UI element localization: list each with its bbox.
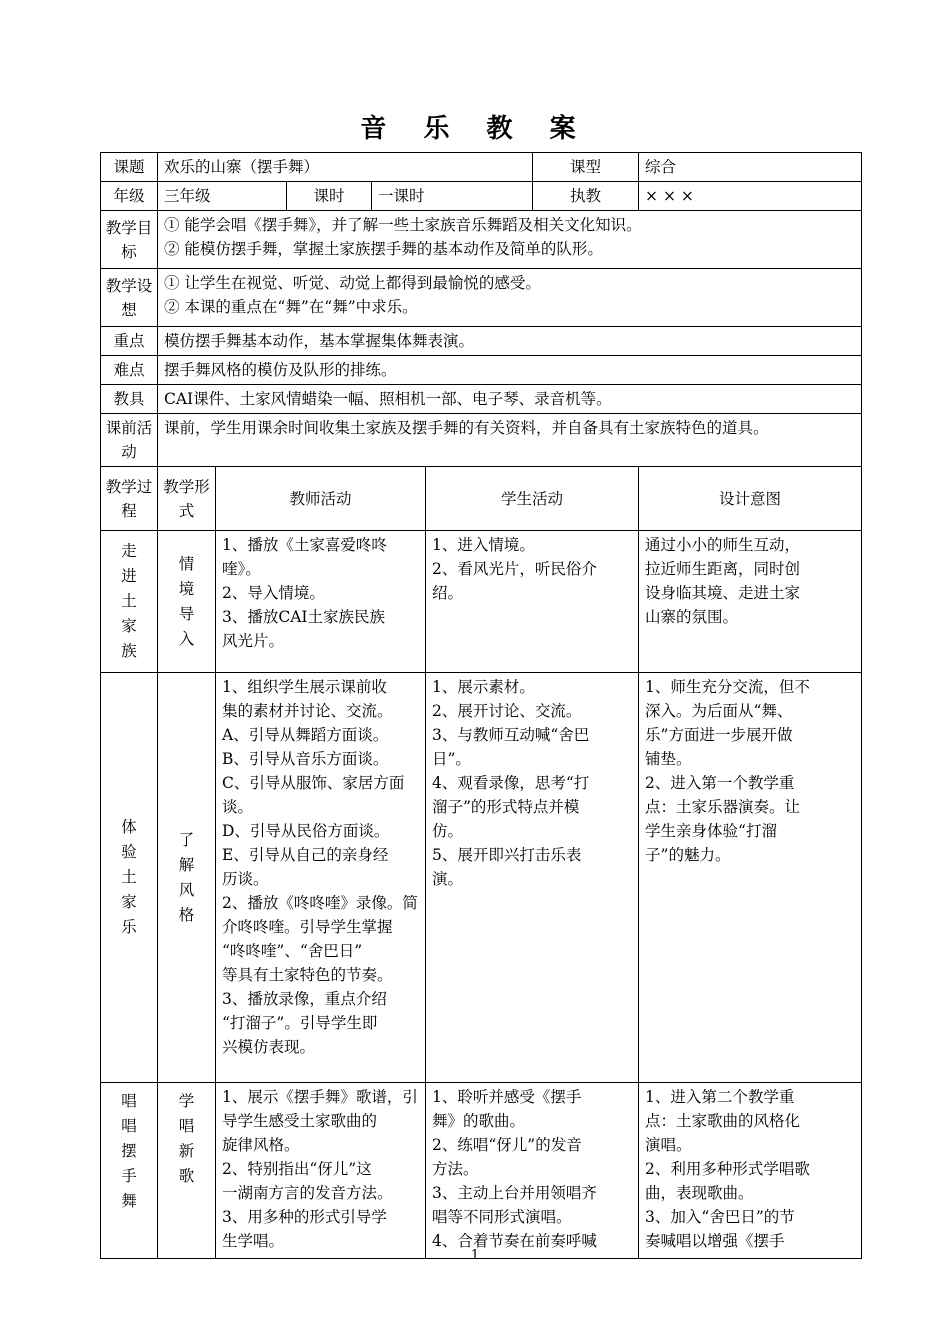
stage-row xyxy=(101,1083,862,1259)
text-line: 生学唱。 xyxy=(222,1232,285,1250)
pre-activity-label: 课前活动 xyxy=(101,414,158,467)
stage-form-text: 情境导入 xyxy=(178,554,195,648)
stage-form xyxy=(158,673,216,1083)
row-goals xyxy=(101,211,862,269)
stage-student-activity xyxy=(426,673,639,1083)
text-line: 2、利用多种形式学唱歌 xyxy=(645,1160,810,1178)
difficulty-value: 摆手舞风格的模仿及队形的排练。 xyxy=(158,356,862,385)
period-label: 课时 xyxy=(287,182,372,211)
text-line: 演。 xyxy=(432,870,464,888)
key-point-label: 重点 xyxy=(101,327,158,356)
text-line: 2、导入情境。 xyxy=(222,584,325,602)
teacher-value: × × × xyxy=(639,182,862,211)
text-line: E、引导从自己的亲身经 xyxy=(222,846,389,864)
row-design xyxy=(101,269,862,327)
stage-process-text: 走进土家族 xyxy=(121,542,137,660)
stage-design-intent xyxy=(639,673,862,1083)
text-line: 介咚咚喹。引导学生掌握 xyxy=(222,918,393,936)
text-line: 1、进入第二个教学重 xyxy=(645,1088,795,1106)
text-line: 4、合着节奏在前奏呼喊 xyxy=(432,1232,597,1250)
text-line: 1、展示《摆手舞》歌谱，引 xyxy=(222,1088,418,1106)
text-line: D、引导从民俗方面谈。 xyxy=(222,822,390,840)
text-line: 谈。 xyxy=(222,798,254,816)
grade-label: 年级 xyxy=(101,182,158,211)
text-line: 5、展开即兴打击乐表 xyxy=(432,846,582,864)
text-line: 演唱。 xyxy=(645,1136,692,1154)
text-line: 2、看风光片，听民俗介 xyxy=(432,560,597,578)
text-line: 拉近师生距离，同时创 xyxy=(645,560,801,578)
stage-process xyxy=(101,531,158,673)
text-line: 奏喊唱以增强《摆手 xyxy=(645,1232,785,1250)
stage-process-text: 体验土家乐 xyxy=(121,818,137,936)
stage-form xyxy=(158,1083,216,1259)
design-line: ① 让学生在视觉、听觉、动觉上都得到最愉悦的感受。 xyxy=(164,274,541,292)
stage-design-intent xyxy=(639,1083,862,1259)
text-line: 学生亲身体验“打溜 xyxy=(645,822,777,840)
text-line: 溜子”的形式特点并模 xyxy=(432,798,580,816)
header-design-intent: 设计意图 xyxy=(639,467,862,531)
stage-process xyxy=(101,673,158,1083)
grade-value: 三年级 xyxy=(158,182,287,211)
stage-student-activity xyxy=(426,1083,639,1259)
row-grade xyxy=(101,182,862,211)
text-line: 1、进入情境。 xyxy=(432,536,535,554)
text-line: 1、组织学生展示课前收 xyxy=(222,678,387,696)
text-line: 1、播放《土家喜爱咚咚 xyxy=(222,536,387,554)
row-process-header xyxy=(101,467,862,531)
text-line: 山寨的氛围。 xyxy=(645,608,739,626)
design-line: ② 本课的重点在“舞”在“舞”中求乐。 xyxy=(164,298,418,316)
text-line: A、引导从舞蹈方面谈。 xyxy=(222,726,389,744)
text-line: 3、与教师互动喊“舍巴 xyxy=(432,726,590,744)
header-student-activity: 学生活动 xyxy=(426,467,639,531)
stage-process xyxy=(101,1083,158,1259)
period-value: 一课时 xyxy=(372,182,533,211)
text-line: 方法。 xyxy=(432,1160,479,1178)
stage-form-text: 学唱新歌 xyxy=(178,1092,195,1185)
text-line: 喹》。 xyxy=(222,560,261,578)
text-line: 铺垫。 xyxy=(645,750,692,768)
text-line: 1、师生充分交流，但不 xyxy=(645,678,810,696)
text-line: 等具有土家特色的节奏。 xyxy=(222,966,393,984)
stage-row xyxy=(101,673,862,1083)
goal-line: ② 能模仿摆手舞，掌握土家族摆手舞的基本动作及简单的队形。 xyxy=(164,240,603,258)
text-line: 日”。 xyxy=(432,750,471,768)
text-line: 仿。 xyxy=(432,822,464,840)
text-line: 通过小小的师生互动， xyxy=(645,536,801,554)
stage-form xyxy=(158,531,216,673)
document-title: 音 乐 教 案 xyxy=(360,114,590,144)
text-line: “咚咚喹”、“舍巴日” xyxy=(222,942,363,960)
text-line: 历谈。 xyxy=(222,870,269,888)
text-line: B、引导从音乐方面谈。 xyxy=(222,750,389,768)
text-line: 深入。为后面从“舞、 xyxy=(645,702,793,720)
text-line: “打溜子”。引导学生即 xyxy=(222,1014,378,1032)
header-process: 教学过程 xyxy=(101,467,158,531)
text-line: 乐”方面进一步展开做 xyxy=(645,726,793,744)
text-line: 1、聆听并感受《摆手 xyxy=(432,1088,582,1106)
type-label: 课型 xyxy=(533,153,639,182)
text-line: 2、练唱“伢儿”的发音 xyxy=(432,1136,582,1154)
text-line: 风光片。 xyxy=(222,632,285,650)
goals-content xyxy=(158,211,862,269)
row-topic xyxy=(101,153,862,182)
text-line: C、引导从服饰、家居方面 xyxy=(222,774,405,792)
stage-row xyxy=(101,531,862,673)
text-line: 一湖南方言的发音方法。 xyxy=(222,1184,393,1202)
text-line: 2、展开讨论、交流。 xyxy=(432,702,582,720)
goal-line: ① 能学会唱《摆手舞》，并了解一些土家族音乐舞蹈及相关文化知识。 xyxy=(164,216,642,234)
row-pre-activity xyxy=(101,414,862,467)
text-line: 3、加入“舍巴日”的节 xyxy=(645,1208,795,1226)
text-line: 3、用多种的形式引导学 xyxy=(222,1208,387,1226)
text-line: 曲，表现歌曲。 xyxy=(645,1184,754,1202)
row-tools xyxy=(101,385,862,414)
text-line: 2、播放《咚咚喹》录像。简 xyxy=(222,894,418,912)
tools-label: 教具 xyxy=(101,385,158,414)
text-line: 点：土家歌曲的风格化 xyxy=(645,1112,801,1130)
goals-label: 教学目标 xyxy=(101,211,158,269)
topic-label: 课题 xyxy=(101,153,158,182)
row-difficulty xyxy=(101,356,862,385)
text-line: 3、播放录像，重点介绍 xyxy=(222,990,387,1008)
row-key-point xyxy=(101,327,862,356)
text-line: 唱等不同形式演唱。 xyxy=(432,1208,572,1226)
text-line: 3、播放CAI土家族民族 xyxy=(222,608,386,626)
difficulty-label: 难点 xyxy=(101,356,158,385)
text-line: 导学生感受土家歌曲的 xyxy=(222,1112,378,1130)
text-line: 兴模仿表现。 xyxy=(222,1038,316,1056)
text-line: 点：土家乐器演奏。让 xyxy=(645,798,801,816)
text-line: 旋律风格。 xyxy=(222,1136,300,1154)
stage-teacher-activity xyxy=(216,673,426,1083)
stage-student-activity xyxy=(426,531,639,673)
header-teacher-activity: 教师活动 xyxy=(216,467,426,531)
design-label: 教学设想 xyxy=(101,269,158,327)
stage-teacher-activity xyxy=(216,531,426,673)
text-line: 设身临其境、走进土家 xyxy=(645,584,801,602)
key-point-value: 模仿摆手舞基本动作，基本掌握集体舞表演。 xyxy=(158,327,862,356)
text-line: 2、特别指出“伢儿”这 xyxy=(222,1160,372,1178)
text-line: 1、展示素材。 xyxy=(432,678,535,696)
text-line: 集的素材并讨论、交流。 xyxy=(222,702,393,720)
pre-activity-value: 课前，学生用课余时间收集土家族及摆手舞的有关资料，并自备具有土家族特色的道具。 xyxy=(158,414,862,467)
stage-process-text: 唱唱摆手舞 xyxy=(121,1092,137,1210)
text-line: 绍。 xyxy=(432,584,464,602)
tools-value: CAI课件、土家风情蜡染一幅、照相机一部、电子琴、录音机等。 xyxy=(158,385,862,414)
header-form: 教学形式 xyxy=(158,467,216,531)
stage-design-intent xyxy=(639,531,862,673)
teacher-label: 执教 xyxy=(533,182,639,211)
text-line: 3、主动上台并用领唱齐 xyxy=(432,1184,597,1202)
design-content xyxy=(158,269,862,327)
text-line: 4、观看录像，思考“打 xyxy=(432,774,590,792)
text-line: 舞》的歌曲。 xyxy=(432,1112,526,1130)
lesson-plan-table xyxy=(100,152,862,1259)
text-line: 子”的魅力。 xyxy=(645,846,731,864)
stage-teacher-activity xyxy=(216,1083,426,1259)
page-number: 1 xyxy=(470,1248,480,1263)
topic-value: 欢乐的山寨（摆手舞） xyxy=(158,153,533,182)
text-line: 2、进入第一个教学重 xyxy=(645,774,795,792)
stage-form-text: 了解风格 xyxy=(178,830,195,924)
type-value: 综合 xyxy=(639,153,862,182)
